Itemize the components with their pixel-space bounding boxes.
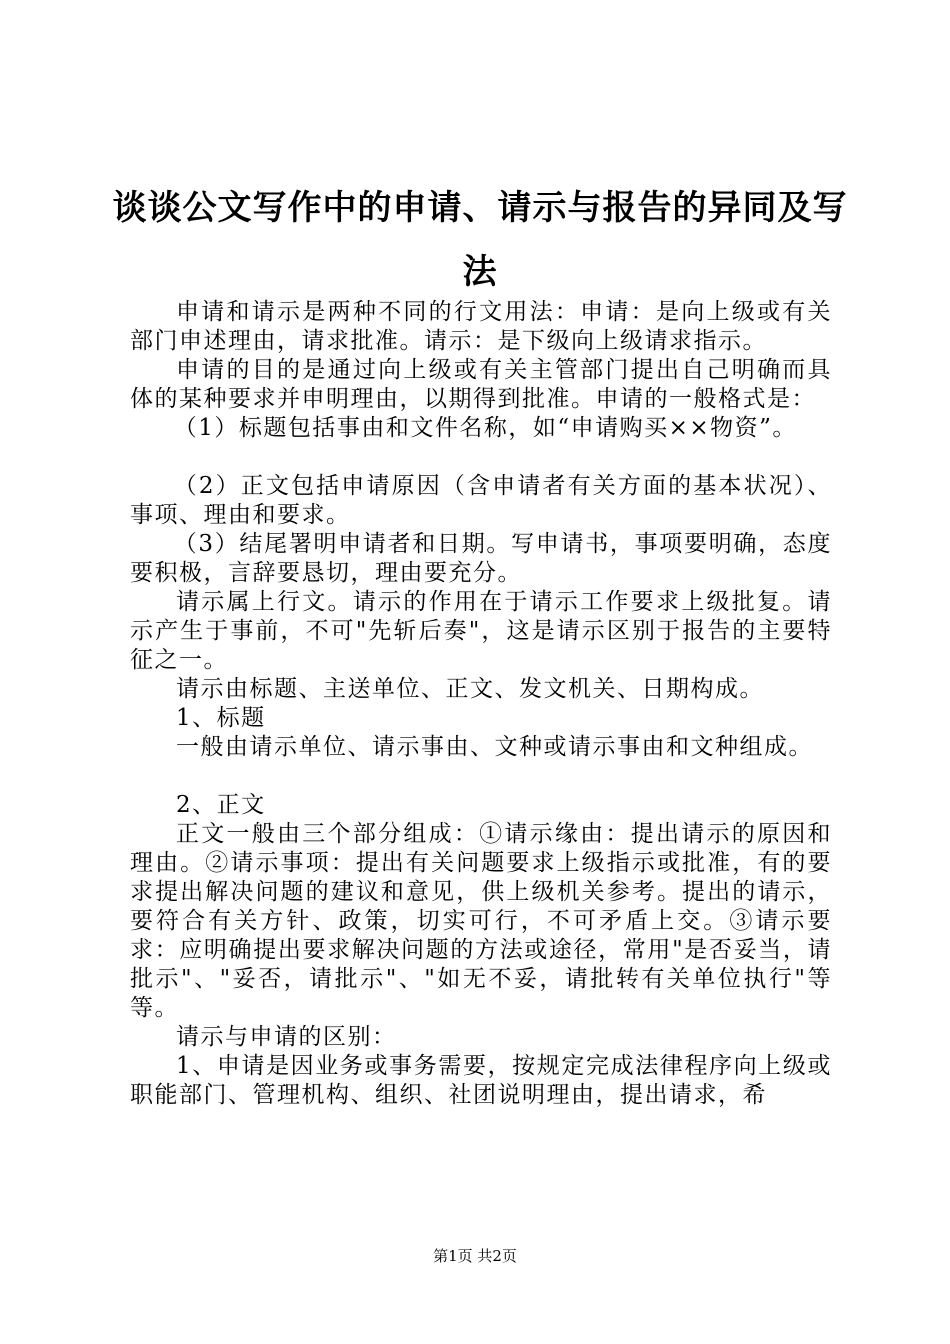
paragraph-5: （3）结尾署明申请者和日期。写申请书，事项要明确，态度要积极，言辞要恳切，理由要充分。 <box>130 531 832 586</box>
document-body <box>130 298 832 1110</box>
paragraph-10: 2、正文 <box>176 792 266 818</box>
paragraph-6: 请示属上行文。请示的作用在于请示工作要求上级批复。请示产生于事前，不可"先斩后奏"，这是请示区别于报告的主要特征之一。 <box>130 589 832 673</box>
document-title: 谈谈公文写作中的申请、请示与报告的异同及写法 <box>112 188 848 292</box>
paragraph-13: 1、申请是因业务或事务需要，按规定完成法律程序向上级或职能部门、管理机构、组织、社团说明理由，提出请求，希 <box>130 1053 832 1108</box>
paragraph-3: （1）标题包括事由和文件名称，如“申请购买××物资”。 <box>173 415 797 441</box>
paragraph-2: 申请的目的是通过向上级或有关主管部门提出自己明确而具体的某种要求并申明理由，以期得到批准。申请的一般格式是： <box>130 357 832 412</box>
page-footer: 第1页 共2页 <box>433 1247 517 1265</box>
paragraph-4: （2）正文包括申请原因（含申请者有关方面的基本状况）、事项、理由和要求。 <box>130 473 832 528</box>
paragraph-12: 请示与申请的区别： <box>176 1024 397 1050</box>
paragraph-7: 请示由标题、主送单位、正文、发文机关、日期构成。 <box>176 676 764 702</box>
paragraph-1: 申请和请示是两种不同的行文用法：申请：是向上级或有关部门申述理由，请求批准。请示：是下级向上级请求指示。 <box>130 299 832 354</box>
paragraph-11: 正文一般由三个部分组成：①请示缘由：提出请示的原因和理由。②请示事项：提出有关问题要求上级指示或批准，有的要求提出解决问题的建议和意见，供上级机关参考。提出的请示，要符合有关方针、政策，切实可行，不可矛盾上交。③请示要求：应明确提出要求解决问题的方法或途径，常用"是否妥当，请批示"、"妥否，请批示"、"如无不妥，请批转有关单位执行"等等。 <box>130 821 832 1021</box>
paragraph-8: 1、标题 <box>176 705 266 731</box>
paragraph-9: 一般由请示单位、请示事由、文种或请示事由和文种组成。 <box>176 734 813 760</box>
